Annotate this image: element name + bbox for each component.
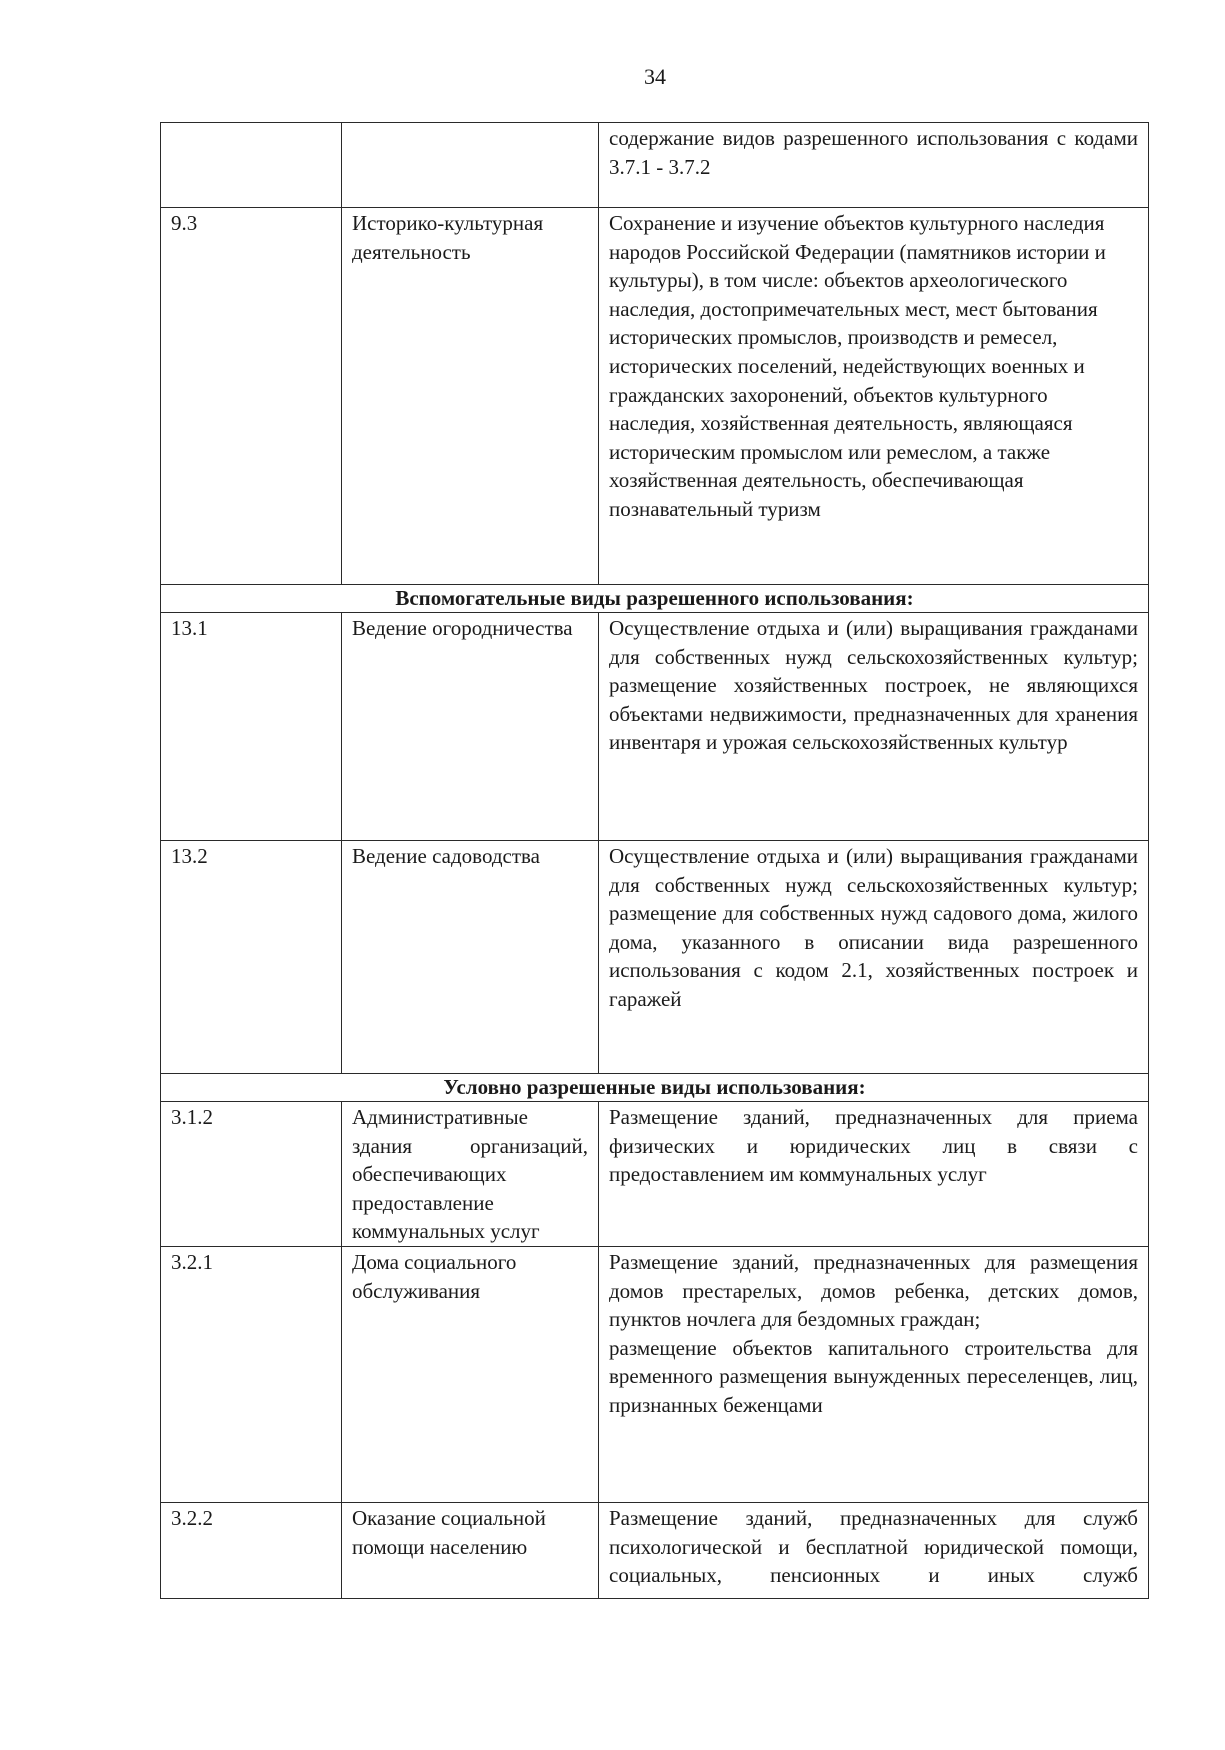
table-row: [161, 1246, 1149, 1502]
code-cell: 9.3: [161, 208, 342, 585]
description-cell: [599, 1246, 1149, 1502]
page-number: 34: [644, 64, 666, 89]
table-row: [161, 841, 1149, 1074]
code-cell: [161, 123, 342, 208]
name-cell: [342, 123, 599, 208]
description-cell: содержание видов разрешенного использования с кодами 3.7.1 - 3.7.2: [599, 123, 1149, 208]
name-cell: Ведение огородничества: [342, 613, 599, 841]
description-cell: Осуществление отдыха и (или) выращивания гражданами для собственных нужд сельскохозяйственных культур; размещение для собственных нужд садового дома, жилого дома, указанного в описании вида разрешенного использования с кодом 2.1, хозяйственных построек и гаражей: [599, 841, 1149, 1074]
description-cell: Сохранение и изучение объектов культурного наследия народов Российской Федерации (памятников истории и культуры), в том числе: объектов археологического наследия, достопримечательных мест, мест бытования исторических промыслов, производств и ремесел, исторических поселений, недействующих военных и гражданских захоронений, объектов культурного наследия, хозяйственная деятельность, являющаяся историческим промыслом или ремеслом, а также хозяйственная деятельность, обеспечивающая познавательный туризм: [599, 208, 1149, 585]
description-paragraph: Размещение зданий, предназначенных для размещения домов престарелых, домов ребенка, детских домов, пунктов ночлега для бездомных граждан;: [609, 1249, 1138, 1332]
code-cell: 3.1.2: [161, 1102, 342, 1247]
section-header-row: [161, 1074, 1149, 1102]
code-cell: 13.1: [161, 613, 342, 841]
table-row: [161, 208, 1149, 585]
name-cell: Дома социального обслуживания: [342, 1246, 599, 1502]
code-cell: 3.2.2: [161, 1502, 342, 1598]
name-cell: Ведение садоводства: [342, 841, 599, 1074]
description-paragraph: размещение объектов капитального строительства для временного размещения вынужденных переселенцев, лиц, признанных беженцами: [609, 1335, 1138, 1417]
table-row: [161, 1102, 1149, 1247]
land-use-table: [160, 122, 1149, 1599]
table-row: [161, 1502, 1149, 1598]
code-cell: 3.2.1: [161, 1246, 342, 1502]
table-row: [161, 123, 1149, 208]
name-cell: Историко-культурная деятельность: [342, 208, 599, 585]
name-cell: Оказание социальной помощи населению: [342, 1502, 599, 1598]
table-row: [161, 613, 1149, 841]
description-cell: Размещение зданий, предназначенных для приема физических и юридических лиц в связи с предоставлением им коммунальных услуг: [599, 1102, 1149, 1247]
name-cell: Административные здания организаций, обеспечивающих предоставление коммунальных услуг: [342, 1102, 599, 1247]
description-cell: Размещение зданий, предназначенных для служб психологической и бесплатной юридической помощи, социальных, пенсионных и иных служб: [599, 1502, 1149, 1598]
section-heading-auxiliary: Вспомогательные виды разрешенного использования:: [161, 585, 1149, 613]
section-heading-conditional: Условно разрешенные виды использования:: [161, 1074, 1149, 1102]
section-header-row: [161, 585, 1149, 613]
description-cell: Осуществление отдыха и (или) выращивания гражданами для собственных нужд сельскохозяйственных культур; размещение хозяйственных построек, не являющихся объектами недвижимости, предназначенных для хранения инвентаря и урожая сельскохозяйственных культур: [599, 613, 1149, 841]
code-cell: 13.2: [161, 841, 342, 1074]
